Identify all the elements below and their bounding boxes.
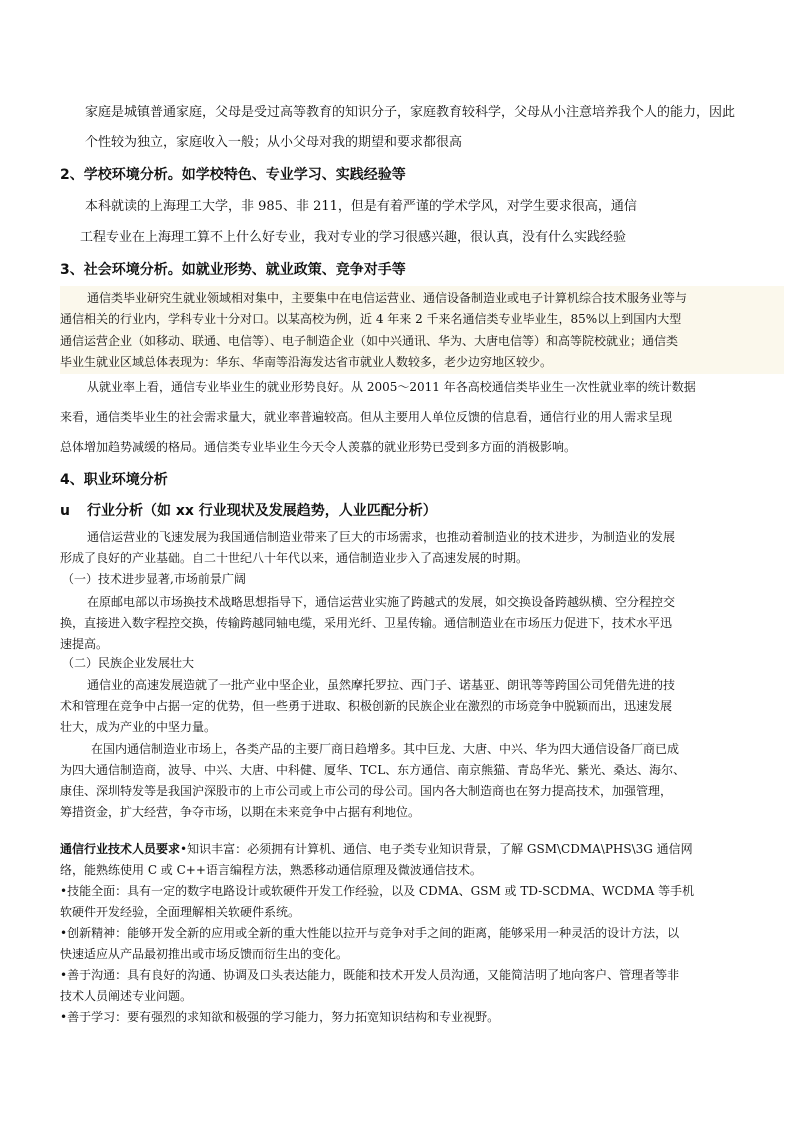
item-2-p2-line-3: 康佳、深圳特发等是我国沪深股市的上市公司或上市公司的母公司。国内各大制造商也在努力提高技术，加强管理， [60,784,673,798]
section-3-p2-line-3: 总体增加趋势减缓的格局。通信类专业毕业生今天令人羡慕的就业形势已受到多方面的消极影响。 [60,440,577,454]
requirements-first-line [60,840,693,858]
family-line-2: 个性较为独立，家庭收入一般；从小父母对我的期望和要求都很高 [85,135,463,150]
section-4-sub-heading: 行业分析（如 xx 行业现状及发展趋势，人业匹配分析） [87,503,437,519]
item-2-p2-line-1: 在国内通信制造业市场上，各类产品的主要厂商日趋增多。其中巨龙、大唐、中兴、华为四大通信设备厂商已成 [91,742,680,756]
item-2-p1-line-1: 通信业的高速发展造就了一批产业中坚企业，虽然摩托罗拉、西门子、诺基亚、朗讯等等跨国公司凭借先进的技 [87,678,676,692]
requirement-innovation-line-2: 快速适应从产品最初推出或市场反馈而衍生出的变化。 [60,947,349,961]
section-3-p1-line-1: 通信类毕业研究生就业领域相对集中，主要集中在电信运营业、通信设备制造业或电子计算机综合技术服务业等与 [87,291,688,305]
section-3-p1-line-4: 毕业生就业区域总体表现为：华东、华南等沿海发达省市就业人数较多，老少边穷地区较少。 [60,355,553,369]
item-2-p2-line-2: 为四大通信制造商，波导、中兴、大唐、中科健、厦华、TCL、东方通信、南京熊猫、青岛华光、紫光、桑达、海尔、 [60,763,686,777]
section-4-sub-bullet: u [60,503,70,519]
section-2-heading: 2、学校环境分析。如学校特色、专业学习、实践经验等 [60,167,406,183]
section-2-line-1: 本科就读的上海理工大学，非 985、非 211，但是有着严谨的学术学风，对学生要求很高，通信 [85,199,637,214]
family-line-1: 家庭是城镇普通家庭，父母是受过高等教育的知识分子，家庭教育较科学，父母从小注意培养我个人的能力，因此 [85,105,736,120]
item-2-p1-line-2: 术和管理在竞争中占据一定的优势，但一些勇于进取、积极创新的民族企业在激烈的市场竞争中脱颖而出，迅速发展 [60,699,673,713]
section-3-p2-line-2: 来看，通信类毕业生的社会需求量大，就业率普遍较高。但从主要用人单位反馈的信息看，通信行业的用人需求呈现 [60,410,673,424]
item-2-p1-line-3: 壮大，成为产业的中坚力量。 [60,720,217,734]
section-3-p1-line-3: 通信运营企业（如移动、联通、电信等）、电子制造企业（如中兴通讯、华为、大唐电信等）和高等院校就业；通信类 [60,334,679,348]
requirement-communication-line-2: 技术人员阐述专业问题。 [60,989,193,1003]
requirement-skills-line-2: 软硬件开发经验，全面理解相关软硬件系统。 [60,905,301,919]
requirement-skills-line-1: •技能全面：具有一定的数字电路设计或软硬件开发工作经验，以及 CDMA、GSM 或 TD-SCDMA、WCDMA 等手机 [60,884,695,898]
item-2-p2-line-4: 筹措资金，扩大经营，争夺市场，以期在未来竞争中占据有利地位。 [60,805,421,819]
section-2-line-2: 工程专业在上海理工算不上什么好专业，我对专业的学习很感兴趣，很认真，没有什么实践经验 [80,230,627,245]
item-1-line-1: 在原邮电部以市场换技术战略思想指导下，通信运营业实施了跨越式的发展，如交换设备跨越纵横、空分程控交 [87,595,676,609]
requirements-title: 通信行业技术人员要求 [60,842,181,856]
requirement-communication-line-1: •善于沟通：具有良好的沟通、协调及口头表达能力，既能和技术开发人员沟通，又能简洁明了地向客户、管理者等非 [60,968,680,982]
item-2-title: （二）民族企业发展壮大 [62,656,195,670]
requirement-knowledge-cont: 络，能熟练使用 C 或 C++语言编程方法，熟悉移动通信原理及微波通信技术。 [60,863,482,877]
requirement-knowledge-lead: •知识丰富：必须拥有计算机、通信、电子类专业知识背景，了解 GSM\CDMA\PHS\3G 通信网 [180,842,693,856]
item-1-line-2: 换，直接进入数字程控交换，传输跨越同轴电缆，采用光纤、卫星传输。通信制造业在市场压力促进下，技术水平迅 [60,616,673,630]
industry-p1-line-1: 通信运营业的飞速发展为我国通信制造业带来了巨大的市场需求，也推动着制造业的技术进步，为制造业的发展 [87,530,676,544]
item-1-line-3: 速提高。 [60,637,109,651]
section-4-heading: 4、职业环境分析 [60,472,168,488]
requirement-innovation-line-1: •创新精神：能够开发全新的应用或全新的重大性能以拉开与竞争对手之间的距离，能够采用一种灵活的设计方法，以 [60,926,680,940]
industry-p1-line-2: 形成了良好的产业基础。自二十世纪八十年代以来，通信制造业步入了高速发展的时期。 [60,551,529,565]
section-3-p2-line-1: 从就业率上看，通信专业毕业生的就业形势良好。从 2005～2011 年各高校通信类毕业生一次性就业率的统计数据 [87,380,696,394]
section-3-heading: 3、社会环境分析。如就业形势、就业政策、竞争对手等 [60,262,406,278]
section-3-p1-line-2: 通信相关的行业内，学科专业十分对口。以某高校为例，近 4 年来 2 千来名通信类专业毕业生，85%以上到国内大型 [60,312,682,326]
requirement-learning-line: •善于学习：要有强烈的求知欲和极强的学习能力，努力拓宽知识结构和专业视野。 [60,1010,500,1024]
item-1-title: （一）技术进步显著,市场前景广阔 [62,572,246,586]
